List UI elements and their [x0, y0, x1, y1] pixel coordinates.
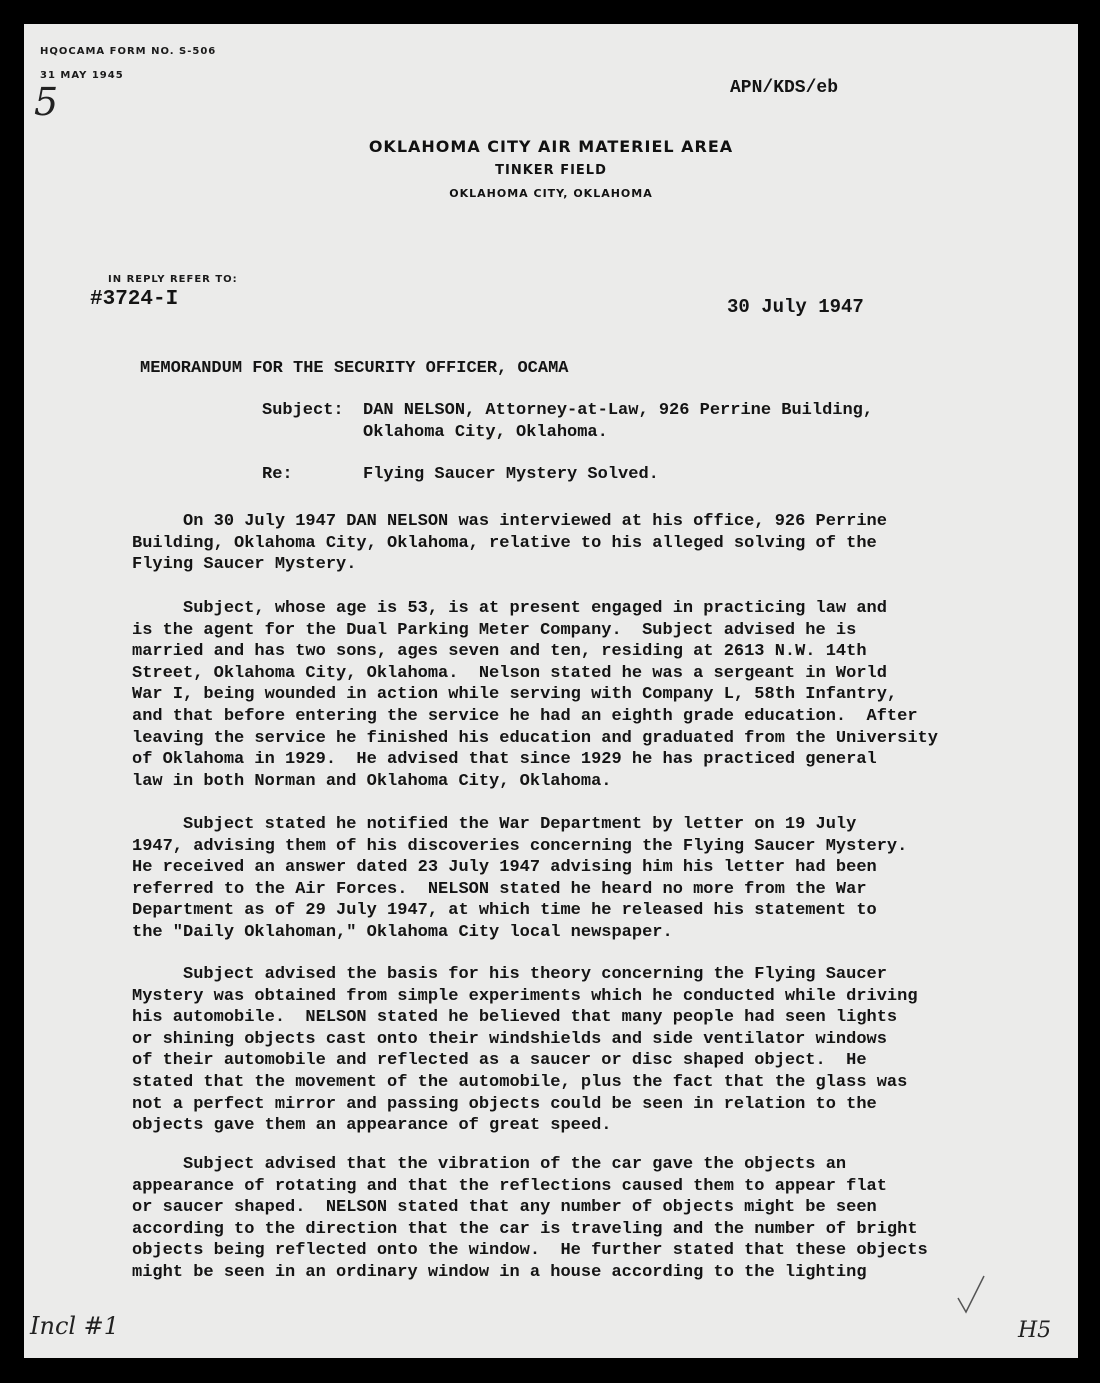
memo-date: 30 July 1947: [727, 296, 864, 318]
paragraph-1: [132, 511, 1032, 576]
paragraph-line: stated that the movement of the automobile, plus the fact that the glass was: [132, 1072, 908, 1092]
form-date: 31 MAY 1945: [40, 70, 124, 81]
paragraph-line: Building, Oklahoma City, Oklahoma, relative to his alleged solving of the: [132, 533, 877, 553]
paragraph-line: is the agent for the Dual Parking Meter Company. Subject advised he is: [132, 620, 857, 640]
paragraph-line: married and has two sons, ages seven and ten, residing at 2613 N.W. 14th: [132, 642, 867, 662]
paragraph-line: 1947, advising them of his discoveries concerning the Flying Saucer Mystery.: [132, 836, 908, 856]
handwritten-page-mark: 5: [34, 80, 59, 124]
paragraph-line: Department as of 29 July 1947, at which time he released his statement to: [132, 901, 877, 921]
subject-label: Subject:: [262, 401, 344, 420]
handwritten-corner-mark: H5: [1018, 1318, 1052, 1343]
paragraph-line: He received an answer dated 23 July 1947 advising him his letter had been: [132, 858, 877, 878]
paragraph-line: the "Daily Oklahoman," Oklahoma City local newspaper.: [132, 922, 673, 942]
document-page: [24, 24, 1078, 1358]
reply-label: IN REPLY REFER TO:: [108, 274, 238, 285]
paragraph-line: according to the direction that the car is traveling and the number of bright: [132, 1219, 918, 1239]
paragraph-line: Mystery was obtained from simple experiments which he conducted while driving: [132, 986, 918, 1006]
paragraph-line: or saucer shaped. NELSON stated that any number of objects might be seen: [132, 1198, 877, 1218]
paragraph-line: Subject advised that the vibration of the car gave the objects an: [132, 1155, 847, 1174]
handwritten-enclosure-note: Incl #1: [30, 1312, 120, 1340]
paragraph-line: law in both Norman and Oklahoma City, Oklahoma.: [132, 771, 612, 791]
paragraph-line: of their automobile and reflected as a saucer or disc shaped object. He: [132, 1051, 867, 1071]
paragraph-line: and that before entering the service he had an eighth grade education. After: [132, 706, 918, 726]
subject-line-1: DAN NELSON, Attorney-at-Law, 926 Perrine Building,: [363, 401, 874, 420]
checkmark-icon: [954, 1272, 988, 1316]
paragraph-line: not a perfect mirror and passing objects could be seen in relation to the: [132, 1094, 877, 1114]
paragraph-line: referred to the Air Forces. NELSON stated he heard no more from the War: [132, 879, 867, 899]
letterhead-city: OKLAHOMA CITY, OKLAHOMA: [449, 187, 653, 200]
paragraph-2: [132, 598, 1032, 792]
paragraph-line: Subject advised the basis for his theory concerning the Flying Saucer: [132, 965, 887, 984]
paragraph-line: of Oklahoma in 1929. He advised that since 1929 he has practiced general: [132, 750, 877, 770]
paragraph-line: or shining objects cast onto their windshields and side ventilator windows: [132, 1029, 887, 1049]
memo-addressee: MEMORANDUM FOR THE SECURITY OFFICER, OCAMA: [140, 359, 569, 378]
paragraph-5: [132, 1154, 1032, 1284]
paragraph-4: [132, 964, 1032, 1137]
letterhead-field: TINKER FIELD: [495, 163, 607, 178]
letterhead-org: OKLAHOMA CITY AIR MATERIEL AREA: [368, 137, 734, 156]
re-label: Re:: [262, 465, 293, 484]
paragraph-line: War I, being wounded in action while serving with Company L, 58th Infantry,: [132, 685, 898, 705]
paragraph-line: Subject, whose age is 53, is at present engaged in practicing law and: [132, 599, 887, 618]
paragraph-line: objects being reflected onto the window. He further stated that these objects: [132, 1241, 928, 1261]
paragraph-line: On 30 July 1947 DAN NELSON was interviewed at his office, 926 Perrine: [132, 512, 887, 531]
paragraph-line: Street, Oklahoma City, Oklahoma. Nelson stated he was a sergeant in World: [132, 663, 887, 683]
paragraph-line: Subject stated he notified the War Department by letter on 19 July: [132, 815, 857, 834]
re-text: Flying Saucer Mystery Solved.: [363, 465, 659, 484]
paragraph-line: his automobile. NELSON stated he believed that many people had seen lights: [132, 1008, 898, 1028]
paragraph-line: appearance of rotating and that the reflections caused them to appear flat: [132, 1176, 887, 1196]
paragraph-line: might be seen in an ordinary window in a house according to the lighting: [132, 1262, 867, 1282]
subject-line-2: Oklahoma City, Oklahoma.: [363, 423, 608, 442]
paragraph-line: Flying Saucer Mystery.: [132, 555, 357, 575]
paragraph-3: [132, 814, 1032, 944]
form-number: HQOCAMA FORM NO. S-506: [40, 46, 217, 57]
paragraph-line: objects gave them an appearance of great speed.: [132, 1116, 612, 1136]
reply-number: #3724-I: [90, 288, 179, 311]
reference-initials: APN/KDS/eb: [730, 78, 839, 98]
paragraph-line: leaving the service he finished his education and graduated from the University: [132, 728, 938, 748]
